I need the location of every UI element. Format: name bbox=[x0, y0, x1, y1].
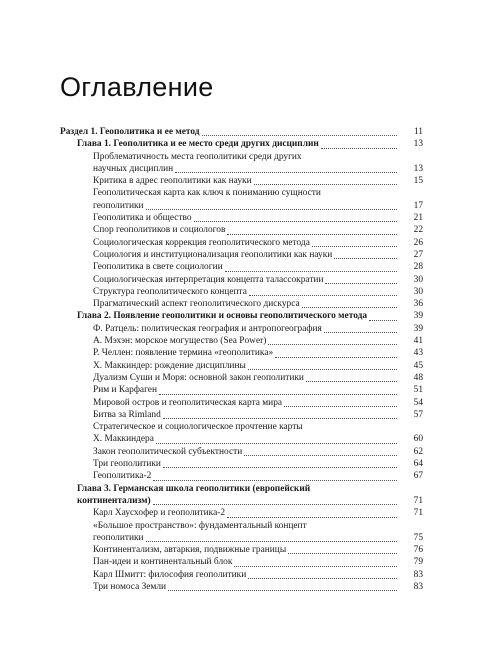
toc-entry-title bbox=[93, 446, 423, 458]
toc-entry-text: Социологическая интерпретация концепта талассократии bbox=[93, 274, 324, 285]
toc-item[interactable] bbox=[60, 286, 423, 298]
toc-entry-title bbox=[93, 175, 423, 187]
toc-item[interactable] bbox=[60, 446, 423, 458]
toc-page-number: 83 bbox=[413, 581, 423, 592]
toc-entry-title bbox=[93, 397, 423, 409]
toc-entry-last-line bbox=[93, 569, 399, 581]
toc-entry-text: Дуализм Суши и Моря: основной закон геополитики bbox=[93, 372, 304, 383]
toc-entry-text: Спор геополитиков и социологов bbox=[93, 225, 226, 236]
toc-entry-text: Глава 1. Геополитика и ее место среди других дисциплин bbox=[77, 139, 319, 150]
toc-page-number: 75 bbox=[413, 532, 423, 543]
toc-entry-text: Прагматический аспект геополитического дискурса bbox=[93, 299, 300, 310]
toc-entry-title bbox=[77, 138, 423, 150]
toc-entry-title bbox=[93, 384, 423, 396]
toc-item[interactable] bbox=[60, 212, 423, 224]
dot-leader bbox=[306, 380, 397, 382]
toc-item[interactable] bbox=[60, 237, 423, 249]
toc-entry-title bbox=[93, 274, 423, 286]
toc-chapter[interactable] bbox=[60, 310, 423, 322]
dot-leader bbox=[194, 220, 397, 222]
toc-entry-text: Ф. Ратцель: политическая география и антропогеография bbox=[93, 323, 322, 334]
toc-item[interactable] bbox=[60, 224, 423, 236]
toc-entry-last-line bbox=[93, 261, 399, 273]
toc-entry-text: Социологическая коррекция геополитического метода bbox=[93, 237, 310, 248]
toc-page-number: 54 bbox=[413, 397, 423, 408]
toc-chapter[interactable] bbox=[60, 483, 423, 508]
toc-entry-text: Р. Челлен: появление термина «геополитика» bbox=[93, 348, 274, 359]
toc-page-number: 39 bbox=[413, 311, 423, 322]
toc-page-number: 79 bbox=[413, 557, 423, 568]
toc-entry-title bbox=[93, 470, 423, 482]
toc-entry-title bbox=[93, 212, 423, 224]
toc-page-number: 28 bbox=[413, 262, 423, 273]
dot-leader bbox=[227, 516, 397, 518]
dot-leader bbox=[288, 552, 397, 554]
toc-entry-last-line bbox=[93, 163, 399, 175]
toc-page-number: 13 bbox=[413, 163, 423, 174]
toc-item[interactable] bbox=[60, 470, 423, 482]
toc-item[interactable] bbox=[60, 274, 423, 286]
toc-page-number: 41 bbox=[413, 336, 423, 347]
toc-entry-title bbox=[93, 409, 423, 421]
dot-leader bbox=[244, 454, 397, 456]
toc-entry-text: Х. Маккиндер: рождение дисциплины bbox=[93, 360, 246, 371]
toc-entry-last-line bbox=[93, 237, 399, 249]
toc-entry-last-line bbox=[93, 347, 399, 359]
toc-entry-last-line bbox=[93, 384, 399, 396]
toc-page-number: 62 bbox=[413, 446, 423, 457]
toc-entry-text: Глава 2. Появление геополитики и основы геополитического метода bbox=[77, 311, 368, 322]
toc-page-number: 13 bbox=[413, 139, 423, 150]
toc-entry-last-line bbox=[77, 310, 399, 322]
toc-page-number: 57 bbox=[413, 409, 423, 420]
dot-leader bbox=[163, 466, 397, 468]
toc-entry-title bbox=[93, 261, 423, 273]
toc-entry-text: Стратегическое и социологическое прочтение карты bbox=[93, 422, 303, 433]
toc-item[interactable] bbox=[60, 360, 423, 372]
toc-entry-title bbox=[93, 581, 423, 593]
toc-entry-title bbox=[93, 372, 423, 384]
toc-entry-last-line bbox=[93, 507, 399, 519]
toc-entry-title bbox=[77, 310, 423, 322]
toc-page-number: 17 bbox=[413, 200, 423, 211]
toc-page-number: 27 bbox=[413, 249, 423, 260]
toc-item[interactable] bbox=[60, 581, 423, 593]
toc-entry-last-line bbox=[93, 581, 399, 593]
dot-leader bbox=[284, 405, 397, 407]
toc-entry-last-line bbox=[60, 126, 399, 138]
toc-page-number: 21 bbox=[413, 213, 423, 224]
toc-entry-title bbox=[93, 347, 423, 359]
toc-entry-text: научных дисциплин bbox=[93, 163, 174, 174]
dot-leader bbox=[302, 306, 397, 308]
toc-item[interactable] bbox=[60, 507, 423, 519]
dot-leader bbox=[248, 368, 397, 370]
toc-entry-text: Мировой остров и геополитическая карта мира bbox=[93, 397, 283, 408]
toc-entry-text: Закон геополитической субъектности bbox=[93, 446, 243, 457]
toc-item[interactable] bbox=[60, 569, 423, 581]
toc-entry-title bbox=[93, 286, 423, 298]
toc-entry-text: Геополитика в свете социологии bbox=[93, 262, 223, 273]
dot-leader bbox=[153, 503, 397, 505]
toc-entry-last-line bbox=[93, 224, 399, 236]
toc-entry-last-line bbox=[93, 200, 399, 212]
toc-page-number: 30 bbox=[413, 286, 423, 297]
toc-entry-title bbox=[93, 556, 423, 568]
toc-page-number: 51 bbox=[413, 385, 423, 396]
toc-entry-text: Х. Маккиндера bbox=[93, 434, 154, 445]
toc-item[interactable] bbox=[60, 335, 423, 347]
dot-leader bbox=[168, 589, 397, 591]
toc-page-number: 71 bbox=[413, 508, 423, 519]
toc-entry-last-line bbox=[93, 298, 399, 310]
toc-entry-text: геополитики bbox=[93, 532, 144, 543]
toc-item[interactable] bbox=[60, 409, 423, 421]
toc-entry-text: Три номоса Земли bbox=[93, 581, 167, 592]
toc-entry-title bbox=[93, 151, 423, 176]
toc-page-number: 11 bbox=[413, 127, 423, 137]
toc-entry-text: Геополитика-2 bbox=[93, 471, 152, 482]
toc-entry-title bbox=[93, 520, 423, 545]
toc-entry-text: Социология и институционализация геополитики как науки bbox=[93, 249, 333, 260]
dot-leader bbox=[275, 356, 397, 358]
toc-entry-text: Пан-идеи и континентальный блок bbox=[93, 557, 233, 568]
dot-leader bbox=[312, 245, 397, 247]
toc-item[interactable] bbox=[60, 187, 423, 212]
toc-page-number: 30 bbox=[413, 274, 423, 285]
dot-leader bbox=[249, 294, 397, 296]
toc-entry-title bbox=[93, 544, 423, 556]
toc-entry-last-line bbox=[93, 409, 399, 421]
toc-entry-title bbox=[93, 569, 423, 581]
toc-entry-last-line bbox=[93, 212, 399, 224]
toc-entry-last-line bbox=[93, 323, 399, 335]
toc-entry-last-line bbox=[93, 556, 399, 568]
toc-section[interactable] bbox=[60, 126, 423, 138]
page-title: Оглавление bbox=[60, 72, 214, 102]
toc-entry-title bbox=[93, 237, 423, 249]
toc-entry-text: Континентализм, автаркия, подвижные границы bbox=[93, 545, 287, 556]
toc-page-number: 60 bbox=[413, 434, 423, 445]
toc-entry-title bbox=[93, 249, 423, 261]
toc-entry-last-line bbox=[93, 175, 399, 187]
toc-item[interactable] bbox=[60, 175, 423, 187]
toc-entry-last-line bbox=[93, 433, 399, 445]
dot-leader bbox=[159, 393, 397, 395]
toc-entry-last-line bbox=[93, 335, 399, 347]
toc-entry-text: континентализм) bbox=[77, 495, 151, 506]
toc-entry-text: Проблематичность места геополитики среди других bbox=[93, 151, 302, 162]
toc-entry-last-line bbox=[93, 470, 399, 482]
toc-entry-text: Структура геополитического концепта bbox=[93, 286, 247, 297]
toc-entry-last-line bbox=[93, 532, 399, 544]
toc-entry-text: геополитики bbox=[93, 200, 144, 211]
dot-leader bbox=[254, 183, 397, 185]
toc-entry-title bbox=[93, 335, 423, 347]
toc-entry-text: Геополитическая карта как ключ к пониманию сущности bbox=[93, 188, 321, 199]
toc-entry-text: А. Мэхэн: морское могущество (Sea Power) bbox=[93, 336, 267, 347]
toc-page-number: 22 bbox=[413, 225, 423, 236]
toc-item[interactable] bbox=[60, 544, 423, 556]
dot-leader bbox=[324, 331, 397, 333]
toc-entry-last-line bbox=[93, 249, 399, 261]
table-of-contents bbox=[60, 126, 423, 593]
dot-leader bbox=[248, 577, 397, 579]
dot-leader bbox=[334, 257, 397, 259]
dot-leader bbox=[153, 479, 397, 481]
toc-page-number: 83 bbox=[413, 569, 423, 580]
toc-entry-text: Критика в адрес геополитики как науки bbox=[93, 176, 252, 187]
toc-item[interactable] bbox=[60, 323, 423, 335]
toc-entry-text: Раздел 1. Геополитика и ее метод bbox=[60, 127, 200, 137]
toc-entry-last-line bbox=[93, 360, 399, 372]
toc-entry-last-line bbox=[77, 138, 399, 150]
toc-item[interactable] bbox=[60, 298, 423, 310]
dot-leader bbox=[175, 171, 397, 173]
toc-entry-title bbox=[93, 421, 423, 446]
toc-entry-text: Глава 3. Германская школа геополитики (европейский bbox=[77, 483, 311, 494]
dot-leader bbox=[146, 540, 397, 542]
dot-leader bbox=[234, 565, 397, 567]
toc-item[interactable] bbox=[60, 397, 423, 409]
toc-entry-text: Карл Хаусхофер и геополитика-2 bbox=[93, 508, 226, 519]
toc-entry-title bbox=[93, 187, 423, 212]
toc-item[interactable] bbox=[60, 384, 423, 396]
toc-entry-title bbox=[93, 360, 423, 372]
toc-item[interactable] bbox=[60, 347, 423, 359]
toc-entry-text: Геополитика и общество bbox=[93, 213, 192, 224]
toc-page-number: 67 bbox=[413, 471, 423, 482]
toc-item[interactable] bbox=[60, 421, 423, 446]
toc-page-number: 64 bbox=[413, 459, 423, 470]
toc-item[interactable] bbox=[60, 458, 423, 470]
dot-leader bbox=[146, 208, 397, 210]
toc-item[interactable] bbox=[60, 151, 423, 176]
dot-leader bbox=[225, 270, 397, 272]
toc-page-number: 48 bbox=[413, 372, 423, 383]
toc-page-number: 36 bbox=[413, 299, 423, 310]
toc-entry-last-line bbox=[77, 495, 399, 507]
dot-leader bbox=[325, 282, 397, 284]
toc-entry-title bbox=[93, 298, 423, 310]
toc-page-number: 76 bbox=[413, 545, 423, 556]
toc-entry-text: Карл Шмитт: философия геополитики bbox=[93, 569, 247, 580]
toc-entry-text: Три геополитики bbox=[93, 459, 161, 470]
toc-item[interactable] bbox=[60, 249, 423, 261]
dot-leader bbox=[156, 442, 397, 444]
toc-page-number: 15 bbox=[413, 176, 423, 187]
toc-entry-last-line bbox=[93, 286, 399, 298]
toc-item[interactable] bbox=[60, 261, 423, 273]
toc-entry-title bbox=[60, 126, 423, 138]
toc-entry-last-line bbox=[93, 458, 399, 470]
toc-entry-title bbox=[93, 507, 423, 519]
toc-entry-text: «Большое пространство»: фундаментальный концепт bbox=[93, 520, 307, 531]
dot-leader bbox=[227, 233, 397, 235]
toc-entry-last-line bbox=[93, 544, 399, 556]
toc-entry-text: Битва за Rimland bbox=[93, 409, 161, 420]
toc-page-number: 45 bbox=[413, 360, 423, 371]
toc-page-number: 71 bbox=[413, 495, 423, 506]
toc-entry-title bbox=[93, 323, 423, 335]
dot-leader bbox=[321, 147, 397, 149]
toc-entry-last-line bbox=[93, 446, 399, 458]
toc-entry-title bbox=[93, 458, 423, 470]
toc-entry-title bbox=[93, 224, 423, 236]
toc-entry-last-line bbox=[93, 274, 399, 286]
toc-page-number: 26 bbox=[413, 237, 423, 248]
toc-entry-last-line bbox=[93, 397, 399, 409]
dot-leader bbox=[202, 134, 397, 136]
toc-entry-last-line bbox=[93, 372, 399, 384]
toc-item[interactable] bbox=[60, 372, 423, 384]
toc-item[interactable] bbox=[60, 556, 423, 568]
dot-leader bbox=[369, 319, 397, 321]
toc-entry-title bbox=[77, 483, 423, 508]
toc-entry-text: Рим и Карфаген bbox=[93, 385, 157, 396]
toc-item[interactable] bbox=[60, 520, 423, 545]
toc-page-number: 43 bbox=[413, 348, 423, 359]
dot-leader bbox=[268, 343, 397, 345]
toc-page-number: 39 bbox=[413, 323, 423, 334]
toc-chapter[interactable] bbox=[60, 138, 423, 150]
dot-leader bbox=[163, 417, 397, 419]
